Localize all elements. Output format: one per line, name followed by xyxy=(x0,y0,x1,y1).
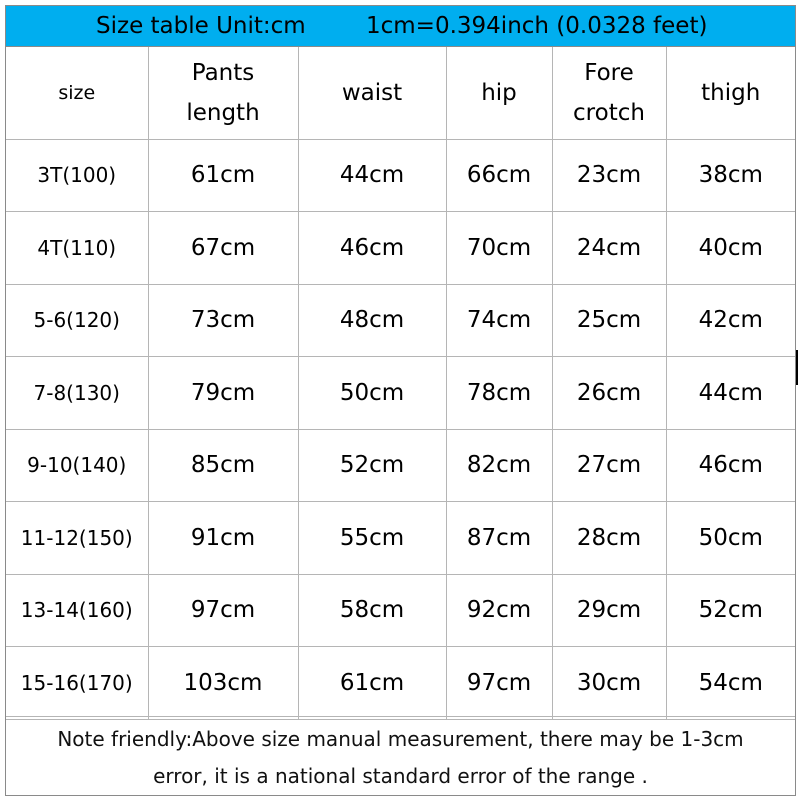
fore-crotch-cell: 25cm xyxy=(552,284,666,357)
waist-cell: 61cm xyxy=(298,647,446,720)
size-cell: 3T(100) xyxy=(6,139,148,212)
pants-length-cell: 79cm xyxy=(148,357,298,430)
title-bar xyxy=(6,6,795,47)
table-row xyxy=(6,574,795,647)
pants-length-cell: 73cm xyxy=(148,284,298,357)
title-conversion: 1cm=0.394inch (0.0328 feet) xyxy=(366,13,708,39)
pants-length-cell: 67cm xyxy=(148,212,298,285)
pants-length-cell: 103cm xyxy=(148,647,298,720)
header-hip: hip xyxy=(446,47,552,139)
header-fore-crotch-line1: Fore xyxy=(584,59,634,86)
hip-cell: 92cm xyxy=(446,574,552,647)
hip-cell: 66cm xyxy=(446,139,552,212)
size-cell: 9-10(140) xyxy=(6,429,148,502)
header-waist: waist xyxy=(298,47,446,139)
title-unit: Size table Unit:cm xyxy=(96,13,306,39)
thigh-cell: 50cm xyxy=(666,502,795,575)
size-cell: 5-6(120) xyxy=(6,284,148,357)
table-row xyxy=(6,212,795,285)
text-cursor-mark xyxy=(796,350,798,385)
header-fore-crotch-line2: crotch xyxy=(573,99,645,126)
hip-cell: 82cm xyxy=(446,429,552,502)
size-cell: 7-8(130) xyxy=(6,357,148,430)
header-row xyxy=(6,47,795,139)
waist-cell: 58cm xyxy=(298,574,446,647)
waist-cell: 48cm xyxy=(298,284,446,357)
fore-crotch-cell: 29cm xyxy=(552,574,666,647)
size-table xyxy=(6,47,795,720)
table-row xyxy=(6,647,795,720)
note-line1: Note friendly:Above size manual measurement, there may be 1-3cm xyxy=(57,727,744,751)
thigh-cell: 38cm xyxy=(666,139,795,212)
waist-cell: 55cm xyxy=(298,502,446,575)
pants-length-cell: 85cm xyxy=(148,429,298,502)
header-pants-length-line1: Pants xyxy=(191,59,255,86)
pants-length-cell: 61cm xyxy=(148,139,298,212)
waist-cell: 46cm xyxy=(298,212,446,285)
pants-length-cell: 91cm xyxy=(148,502,298,575)
waist-cell: 52cm xyxy=(298,429,446,502)
fore-crotch-cell: 30cm xyxy=(552,647,666,720)
waist-cell: 44cm xyxy=(298,139,446,212)
thigh-cell: 40cm xyxy=(666,212,795,285)
hip-cell: 87cm xyxy=(446,502,552,575)
table-row xyxy=(6,429,795,502)
header-thigh: thigh xyxy=(666,47,795,139)
thigh-cell: 52cm xyxy=(666,574,795,647)
hip-cell: 70cm xyxy=(446,212,552,285)
header-size: size xyxy=(6,47,148,139)
note xyxy=(6,716,795,795)
waist-cell: 50cm xyxy=(298,357,446,430)
pants-length-cell: 97cm xyxy=(148,574,298,647)
fore-crotch-cell: 27cm xyxy=(552,429,666,502)
fore-crotch-cell: 23cm xyxy=(552,139,666,212)
fore-crotch-cell: 26cm xyxy=(552,357,666,430)
hip-cell: 78cm xyxy=(446,357,552,430)
hip-cell: 97cm xyxy=(446,647,552,720)
size-cell: 15-16(170) xyxy=(6,647,148,720)
header-pants-length xyxy=(148,47,298,139)
fore-crotch-cell: 24cm xyxy=(552,212,666,285)
table-row xyxy=(6,357,795,430)
table-row xyxy=(6,139,795,212)
thigh-cell: 42cm xyxy=(666,284,795,357)
header-pants-length-line2: length xyxy=(186,99,260,126)
thigh-cell: 54cm xyxy=(666,647,795,720)
size-cell: 13-14(160) xyxy=(6,574,148,647)
table-row xyxy=(6,502,795,575)
thigh-cell: 44cm xyxy=(666,357,795,430)
fore-crotch-cell: 28cm xyxy=(552,502,666,575)
size-cell: 11-12(150) xyxy=(6,502,148,575)
size-chart xyxy=(5,5,796,796)
table-row xyxy=(6,284,795,357)
note-line2: error, it is a national standard error of the range . xyxy=(153,764,648,788)
thigh-cell: 46cm xyxy=(666,429,795,502)
size-cell: 4T(110) xyxy=(6,212,148,285)
header-fore-crotch xyxy=(552,47,666,139)
hip-cell: 74cm xyxy=(446,284,552,357)
